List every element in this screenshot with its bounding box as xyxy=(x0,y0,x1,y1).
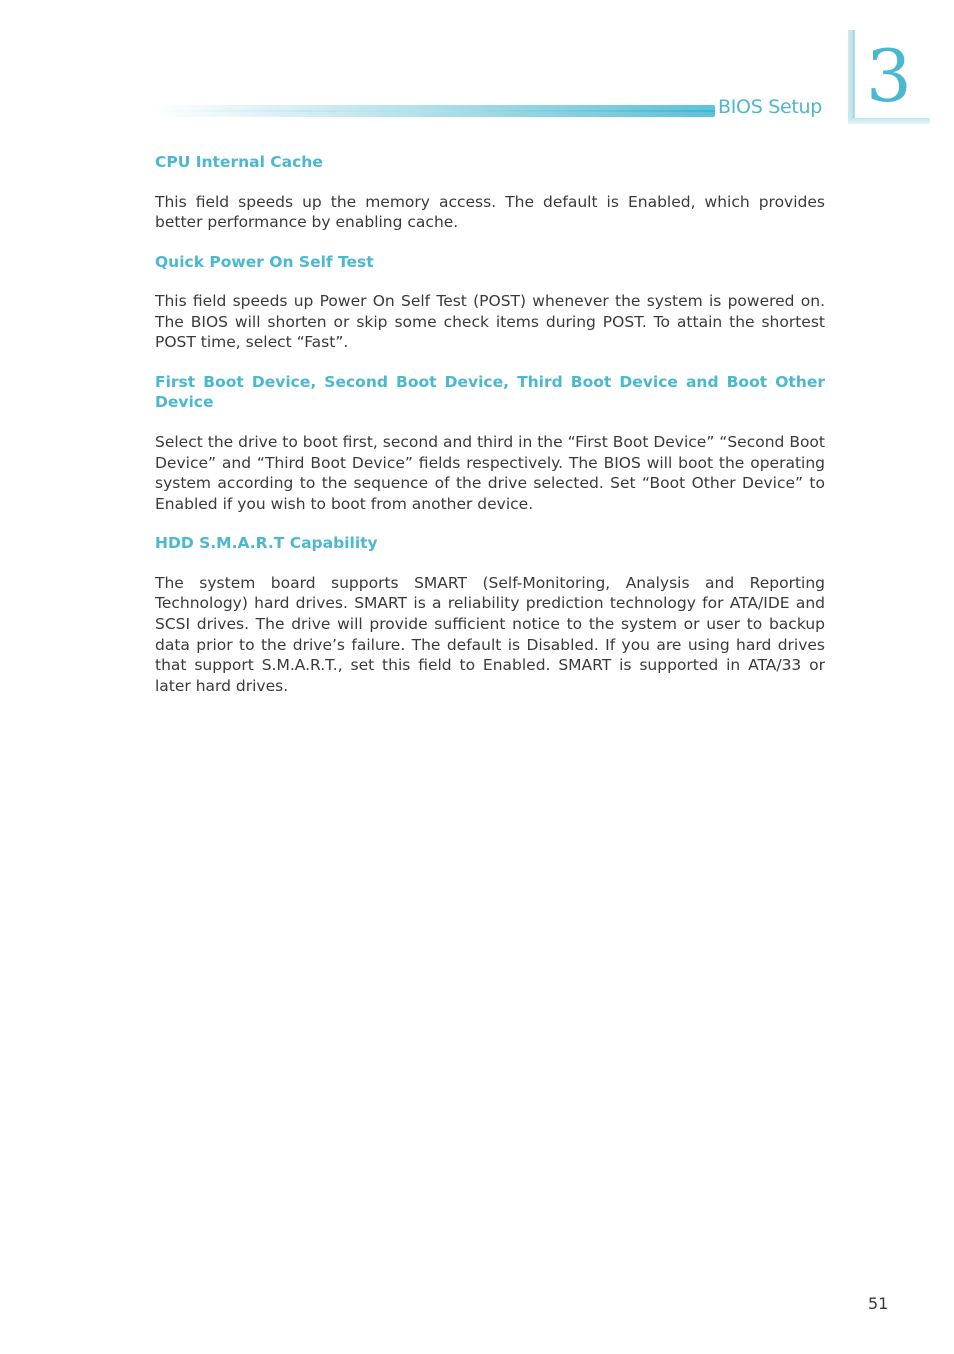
section-body-boot-device: Select the drive to boot first, second and third in the “First Boot Device” “Second Boot Device” and “Third Boot Device” fields respectively. The BIOS will boot the operating system according to the sequence of the drive selected. Set “Boot Other Device” to Enabled if you wish to boot from another device. xyxy=(155,432,825,513)
page-content xyxy=(155,152,825,715)
section-body-cpu-internal-cache: This field speeds up the memory access. The default is Enabled, which provides better performance by enabling cache. xyxy=(155,192,825,232)
chapter-tab-vertical-inner-line xyxy=(853,30,854,120)
header-gradient-bar xyxy=(155,105,715,117)
section-body-hdd-smart-capability: The system board supports SMART (Self-Monitoring, Analysis and Reporting Technology) hard drives. SMART is a reliability prediction technology for ATA/IDE and SCSI drives. The drive will provide sufficient notice to the system or user to backup data prior to the drive’s failure. The default is Disabled. If you are using hard drives that support S.M.A.R.T., set this field to Enabled. SMART is supported in ATA/33 or later hard drives. xyxy=(155,573,825,695)
section-title: BIOS Setup xyxy=(718,96,822,118)
section-heading-boot-device: First Boot Device, Second Boot Device, Third Boot Device and Boot Other Device xyxy=(155,372,825,412)
section-heading-hdd-smart-capability: HDD S.M.A.R.T Capability xyxy=(155,534,378,553)
section-heading-cpu-internal-cache: CPU Internal Cache xyxy=(155,153,323,171)
section-heading-quick-power-on-self-test: Quick Power On Self Test xyxy=(155,252,374,271)
chapter-tab-horizontal-line xyxy=(848,118,930,124)
page-number: 51 xyxy=(868,1294,889,1313)
chapter-number: 3 xyxy=(866,34,912,118)
section-body-quick-power-on-self-test: This field speeds up Power On Self Test (POST) whenever the system is powered on. The BIOS will shorten or skip some check items during POST. To attain the shortest POST time, select “Fast”. xyxy=(155,292,825,352)
